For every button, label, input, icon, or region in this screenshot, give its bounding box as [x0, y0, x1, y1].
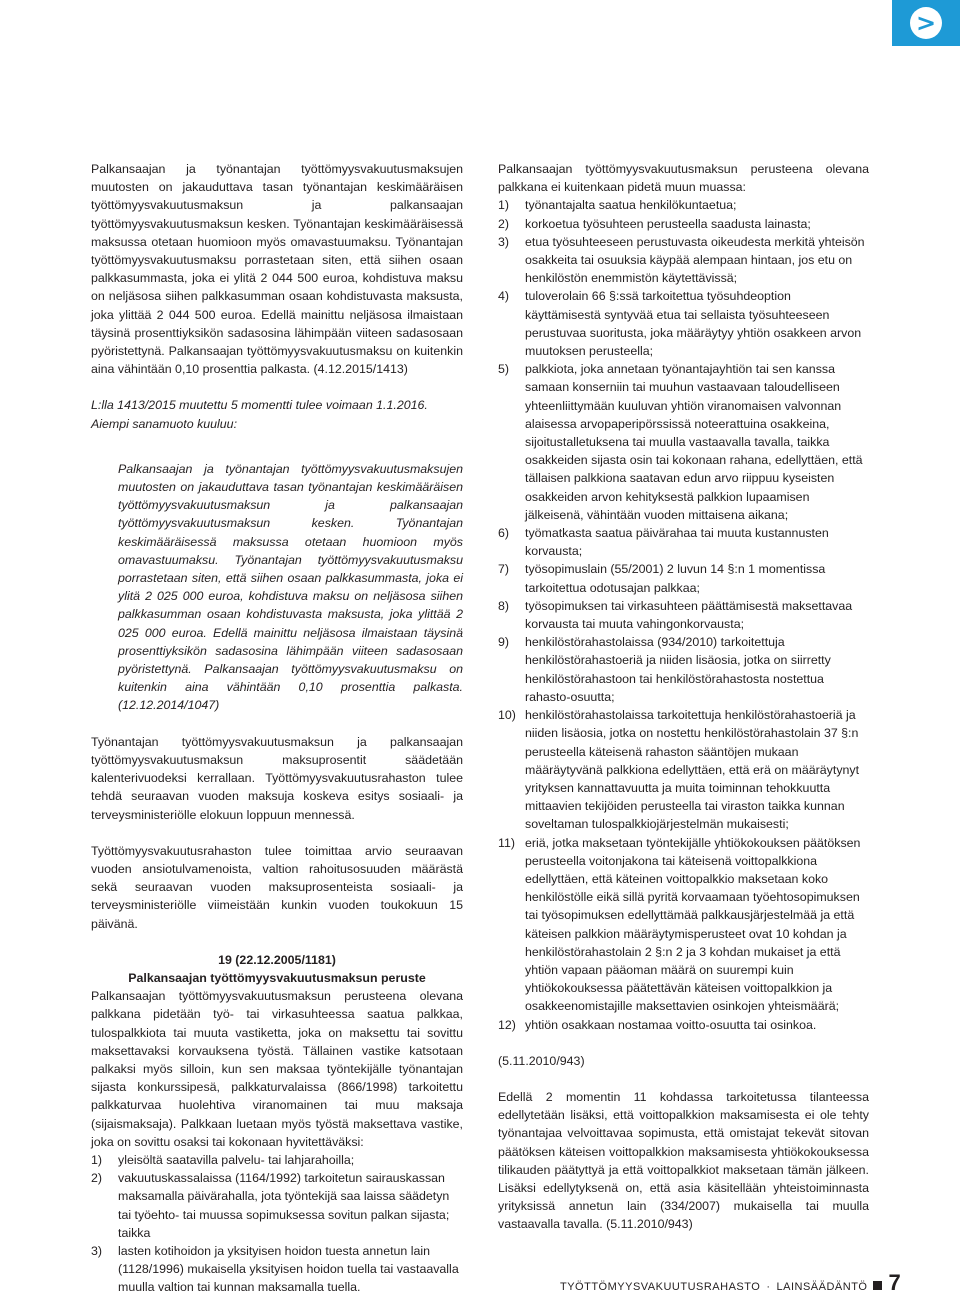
right-intro: Palkansaajan työttömyysvakuutusmaksun perusteena olevana palkkana ei kuitenkaan pidetä muun muassa: [498, 162, 869, 195]
list-item-text: vakuutuskassalaissa (1164/1992) tarkoitetun sairauskassan maksamalla päivärahalla, jota työntekijä saa laissa säädetyn tai työehto- tai muussa sopimuksessa sovitun palkan sijasta; taikka [118, 1171, 450, 1240]
list-item-number: 1) [498, 198, 510, 213]
list-item-number: 3) [91, 1243, 103, 1258]
list-item-number: 7) [498, 562, 510, 577]
section-number: 19 (22.12.2005/1181) [218, 952, 336, 967]
list-item-text: korkoetua työsuhteen perusteella saadusta lainasta; [525, 216, 811, 231]
paragraph-3: Työttömyysvakuutusrahaston tulee toimittaa arvio seuraavan vuoden ansiotulvamenoista, valtion rahoitusosuuden määrästä sekä seuraavan vuoden maksuprosenteista sosiaali- ja terveysministeriölle viimeistään kunkin vuoden toukokuun 15 päivänä. [91, 843, 463, 931]
list-item-number: 1) [91, 1152, 103, 1167]
amendment-note: L:lla 1413/2015 muutettu 5 momentti tulee voimaan 1.1.2016. [91, 398, 428, 413]
footer-org: TYÖTTÖMYYSVAKUUTUSRAHASTO [560, 1281, 761, 1293]
list-item-text: henkilöstörahastolaissa tarkoitettuja henkilöstörahastoeriä ja niiden lisäosia, jotka on nostettu henkilöstörahastolain 37 §:n perusteella käteisenä rahaston sääntöjen mukaan määräytyvänä palkkiona edellyttäen, että erä on määräytynyt yrityksen kannattavuutta ja muita toiminnan tehokkuutta mittaavien tekijöiden perusteella tai viraston taikka kunnan soveltaman tulospalkkiojärjestelmän mukaisesti; [525, 708, 860, 832]
list-item-number: 8) [498, 598, 510, 613]
list-item [498, 1016, 869, 1034]
list-item-number: 2) [91, 1171, 103, 1186]
reference: (5.11.2010/943) [498, 1053, 585, 1068]
paragraph-4: Palkansaajan työttömyysvakuutusmaksun perusteena olevana palkkana pidetään työ- tai virkasuhteessa saatua palkkaa, tulospalkkiota tai muuta vastiketta, joka on maksettu tai sovittu maksettavaksi korvauksena työstä. Tällainen vastike katsotaan palkaksi myös silloin, kun sen maksaa työntekijälle työnantajan sijasta konkurssipesä, palkkaturvalaissa (866/1998) tarkoitettu palkkaturvaa huolehtiva viranomainen tai muu maksaja (sijaismaksaja). Palkkaan luetaan myös työstä maksettava vastike, joka on sovittu osaksi tai kokonaan hyvitettäväksi: [91, 989, 463, 1149]
list-item-number: 12) [498, 1017, 516, 1032]
list-item-number: 4) [498, 289, 510, 304]
list-item [498, 196, 869, 214]
list-item-text: työsopimuksen tai virkasuhteen päättämisestä maksettavaa korvausta tai muuta vahingonkorvausta; [525, 598, 853, 632]
list-item [498, 560, 869, 596]
list-item-text: henkilöstörahastolaissa (934/2010) tarkoitettuja henkilöstörahastoeriä ja niiden lisäosia, jotka on siirretty henkilöstörahastoon tai henkilöstörahastosta nostettua rahasto-osuutta; [525, 635, 831, 704]
list-item [91, 1169, 463, 1242]
list-item [91, 1151, 463, 1169]
list-item-number: 11) [498, 835, 515, 850]
paragraph-final: Edellä 2 momentin 11 kohdassa tarkoitetussa tilanteessa edellytetään lisäksi, että voittopalkkion maksamisesta ei ole tehty työnantajaa velvoittavaa sopimusta, että omistajat tekevät sitovan päätöksen käteisen voittopalkkion maksamisesta yhtiökokouksessa tilikauden päätyttyä ja että voittopalkkiot maksetaan tämän jälkeen. Lisäksi edellytyksenä on, että asia käsitellään yhteistoiminnasta yrityksissä annetun lain (334/2007) mukaisella tai muulla vastaavalla tavalla. (5.11.2010/943) [498, 1089, 869, 1232]
page-footer [560, 1270, 901, 1296]
list-item-text: työsopimuslain (55/2001) 2 luvun 14 §:n 1 momentissa tarkoitettua odotusajan palkkaa; [525, 562, 826, 595]
list-item [498, 360, 869, 524]
list-item-text: yleisöltä saatavilla palvelu- tai lahjarahoilla; [118, 1152, 355, 1167]
list-item [498, 287, 869, 360]
list-item-text: työnantajalta saatua henkilökuntaetua; [525, 198, 737, 213]
footer-separator: · [766, 1281, 771, 1293]
list-item-text: lasten kotihoidon ja yksityisen hoidon tuesta annetun lain (1128/1996) mukaisella yksityisen hoidon tuella tai vastaavalla muulla valtion tai kunnan maksamalla tuella. [118, 1243, 459, 1295]
right-column [498, 160, 869, 1234]
right-list [498, 196, 869, 1033]
list-item [498, 834, 869, 1016]
list-item-text: tuloverolain 66 §:ssä tarkoitettua työsuhdeoption käyttämisestä syntyvää etua tai sellaista työsuhteeseen perustuvaa suoritusta, joka määräytyy yhtiön osakkeen arvon muutoksen perusteella; [525, 289, 862, 359]
list-item [91, 1242, 463, 1297]
list-item [498, 706, 869, 833]
paragraph-1: Palkansaajan ja työnantajan työttömyysvakuutusmaksujen muutosten on jakauduttava tasan työnantajan keskimääräisen työttömyysvakuutusmaksun ja palkansaajan työttömyysvakuutusmaksun kesken. Työnantajan keskimääräisessä maksussa otetaan huomioon myös omavastuumaksu. Työnantajan työttömyysvakuutusmaksu porrastetaan siten, että siihen osaan palkkasummasta, joka ei ylitä 2 044 500 euroa, kohdistuva maksu on neljäsosa siihen palkkasumman osaan kohdistuvasta maksusta, joka ylittää 2 044 500 euroa. Edellä mainittu neljäsosa ilmaistaan täysinä prosenttiyksikön sadasosina lähimpään viiteen sadasosaan pyöristettynä. Palkansaajan työttömyysvakuutusmaksu on kuitenkin aina vähintään 0,10 prosenttia palkasta. (4.12.2015/1413) [91, 162, 463, 377]
next-page-button[interactable] [892, 0, 960, 46]
left-list [91, 1151, 463, 1297]
list-item [498, 597, 869, 633]
list-item-number: 10) [498, 708, 516, 723]
left-column [91, 160, 463, 1297]
list-item-text: etua työsuhteeseen perustuvasta oikeudesta merkitä yhteisön osakkeita tai osuuksia käypää alempaan hintaan, jos etu on henkilöstön enemmistön käytettävissä; [525, 234, 865, 286]
list-item [498, 524, 869, 560]
list-item [498, 215, 869, 233]
amendment-caption: Aiempi sanamuoto kuuluu: [91, 416, 238, 431]
list-item [498, 633, 869, 706]
chevron-right-icon: > [910, 7, 942, 39]
list-item [498, 233, 869, 288]
list-item-number: 2) [498, 216, 510, 231]
list-item-text: yhtiön osakkaan nostamaa voitto-osuutta tai osinkoa. [525, 1017, 817, 1032]
paragraph-2: Työnantajan työttömyysvakuutusmaksun ja palkansaajan työttömyysvakuutusmaksun maksuprosentit säädetään kalenterivuodeksi kerrallaan. Työttömyysvakuutusrahaston tulee tehdä seuraavan vuoden maksuja koskeva esitys sosiaali- ja terveysministeriölle elokuun loppuun mennessä. [91, 734, 463, 822]
list-item-number: 3) [498, 234, 510, 249]
page-number: 7 [888, 1270, 902, 1295]
footer-section: LAINSÄÄDÄNTÖ [776, 1281, 868, 1293]
list-item-text: eriä, jotka maksetaan työntekijälle yhtiökokouksen päätöksen perusteella voitonjakona tai käteisenä voittopalkkiona edellyttäen, että käteinen voittopalkkio maksetaan koko henkilöstölle eikä sillä pyritä korvaamaan työehtosopimuksen tai työsopimuksen edellyttämää palkkausjärjestelmää ja että käteisen palkkion määräytymisperusteet ovat 10 kohdan ja henkilöstörahastolain 2 §:n 2 ja 3 kohdan mukaiset ja että yhtiön vapaan pääoman määrä on suurempi kuin yhtiökokouksessa päätettävän käteisen voittopalkkion ja osakkeenomistajille maksettavien osinkojen yhteismäärä; [525, 835, 861, 1014]
square-icon [873, 1281, 882, 1290]
list-item-text: palkkiota, joka annetaan työnantajayhtiön tai sen kanssa samaan konserniin tai muuhun vastaavaan taloudelliseen yhteenliittymään kuuluvan yhtiön viranomaisen valvonnan alaisessa arvopaperipörssissä noteerattuina osakkeina, sijoitustalletuksena tai muulla vastaavalla tavalla, taikka osakkeiden sijasta osin tai kokonaan rahana, edellyttäen, että tällaisen palkkiona saatavan edun arvo riippuu kyseisten osakkeiden arvon kehityksestä palkkion lupaamisen jälkeisenä, vähintään vuoden mittaisena aikana; [525, 362, 863, 522]
previous-wording: Palkansaajan ja työnantajan työttömyysvakuutusmaksujen muutosten on jakauduttava tasan työnantajan keskimääräisen työttömyysvakuutusmaksun ja palkansaajan työttömyysvakuutusmaksun kesken. Työnantajan keskimääräisessä maksussa otetaan huomioon myös omavastuumaksu. Työnantajan työttömyysvakuutusmaksu porrastetaan siten, että siihen osaan palkkasummasta, joka ei ylitä 2 025 000 euroa, kohdistuva maksu on neljäsosa siihen palkkasumman osaan kohdistuvasta maksusta, joka ylittää 2 025 000 euroa. Edellä mainittu neljäsosa ilmaistaan täysinä prosenttiyksikön sadasosina lähimpään viiteen sadasosaan pyöristettynä. Palkansaajan työttömyysvakuutusmaksu on kuitenkin aina vähintään 0,10 prosenttia palkasta. (12.12.2014/1047) [118, 461, 463, 713]
list-item-text: työmatkasta saatua päivärahaa tai muuta kustannusten korvausta; [525, 526, 829, 559]
list-item-number: 5) [498, 362, 510, 377]
list-item-number: 6) [498, 526, 510, 541]
list-item-number: 9) [498, 635, 510, 650]
section-title: Palkansaajan työttömyysvakuutusmaksun peruste [128, 970, 426, 985]
